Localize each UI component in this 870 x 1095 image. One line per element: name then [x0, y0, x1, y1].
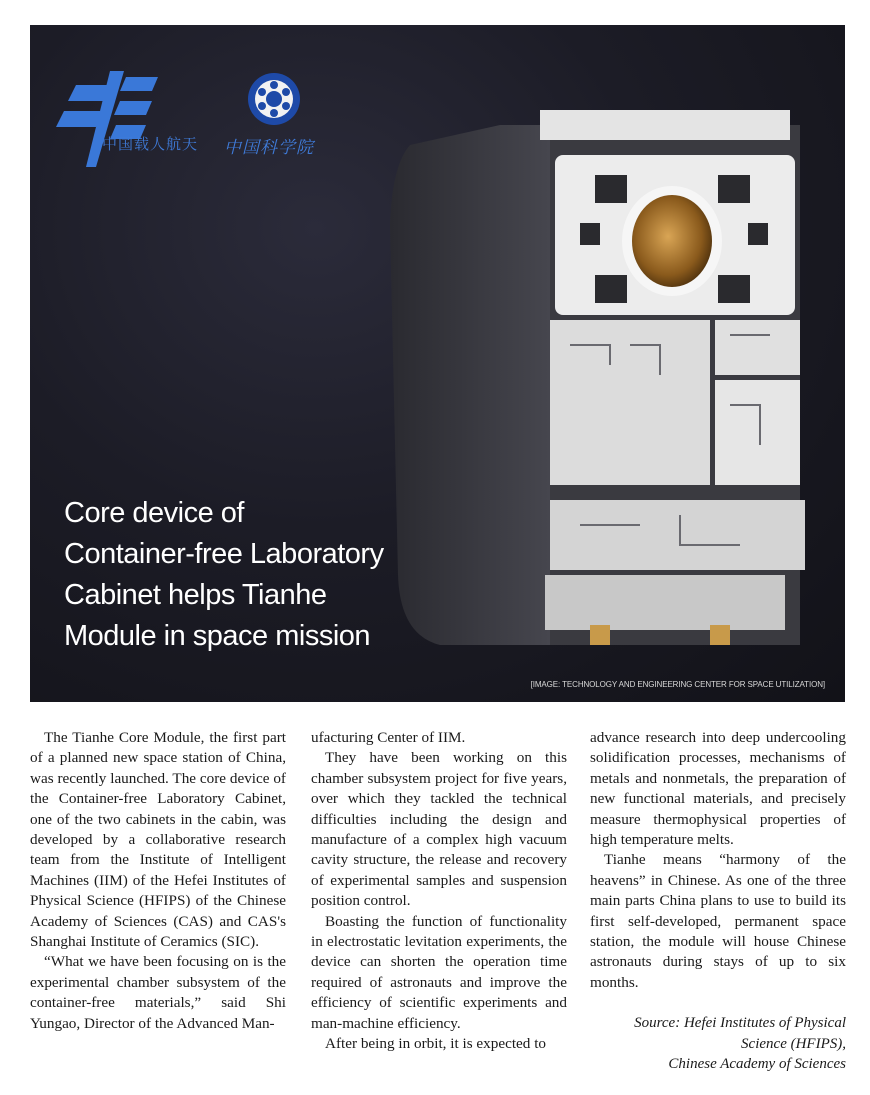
paragraph: ufacturing Center of IIM. [311, 729, 466, 746]
image-credit: [IMAGE: TECHNOLOGY AND ENGINEERING CENTER FOR SPACE UTILIZATION] [530, 680, 825, 689]
cmse-logo-text: 中国载人航天 [102, 135, 199, 153]
paragraph: Tianhe means “harmony of the heavens” in Chinese. As one of the three main parts China plans to use to build its first self-developed, permanent space station, the module will house Chinese astronauts during stays of up to six months. [590, 851, 846, 991]
headline-line: Container-free Laboratory [64, 538, 384, 570]
paragraph: After being in orbit, it is expected to [325, 1035, 547, 1053]
paragraph: Boasting the function of functionality in electrostatic levitation experiments, the device can shorten the operation time required of astronauts and improve the efficiency of scientific experiments and man-machine efficiency. [311, 912, 567, 1032]
cas-logo-text: 中国科学院 [224, 138, 314, 158]
headline [64, 493, 394, 657]
paragraph: “What we have been focusing on is the experimental chamber subsystem of the container-free materials,” said Shi Yungao, Director of the Advanced Man- [30, 953, 286, 1032]
headline-line: Cabinet helps Tianhe [64, 579, 327, 611]
hero-image [30, 25, 845, 702]
cas-logo [246, 71, 302, 127]
source-credit [590, 1013, 846, 1074]
paragraph: advance research into deep undercooling solidification processes, mechanisms of metals and nonmetals, the preparation of new functional materials, and precisely measure thermophysical properties of high temperature melts. [590, 729, 846, 849]
paragraph: They have been working on this chamber subsystem project for five years, over which they tackled the technical difficulties including the design and manufacture of a complex high vacuum cavity structure, the release and recovery of experimental samples and suspension position control. [311, 749, 567, 910]
paragraph: The Tianhe Core Module, the first part of a planned new space station of China, was recently launched. The core device of the Container-free Laboratory Cabinet, one of the two cabinets in the cabin, was developed by a collaborative research team from the Institute of Intelligent Machines (IIM) of the Hefei Institutes of Physical Science (HFIPS) of the Chinese Academy of Sciences (CAS) and CAS's Shanghai Institute of Ceramics (SIC). [30, 729, 286, 951]
headline-line: Core device of [64, 497, 244, 529]
source-line: Chinese Academy of Sciences [668, 1056, 846, 1073]
source-line: Science (HFIPS), [741, 1035, 846, 1052]
article-column-1 [30, 728, 286, 1034]
lab-cabinet-illustration [380, 105, 830, 665]
article-column-2 [311, 728, 567, 1055]
headline-line: Module in space mission [64, 620, 371, 652]
article-column-3 [590, 728, 846, 1075]
source-line: Source: Hefei Institutes of Physical [634, 1015, 846, 1032]
